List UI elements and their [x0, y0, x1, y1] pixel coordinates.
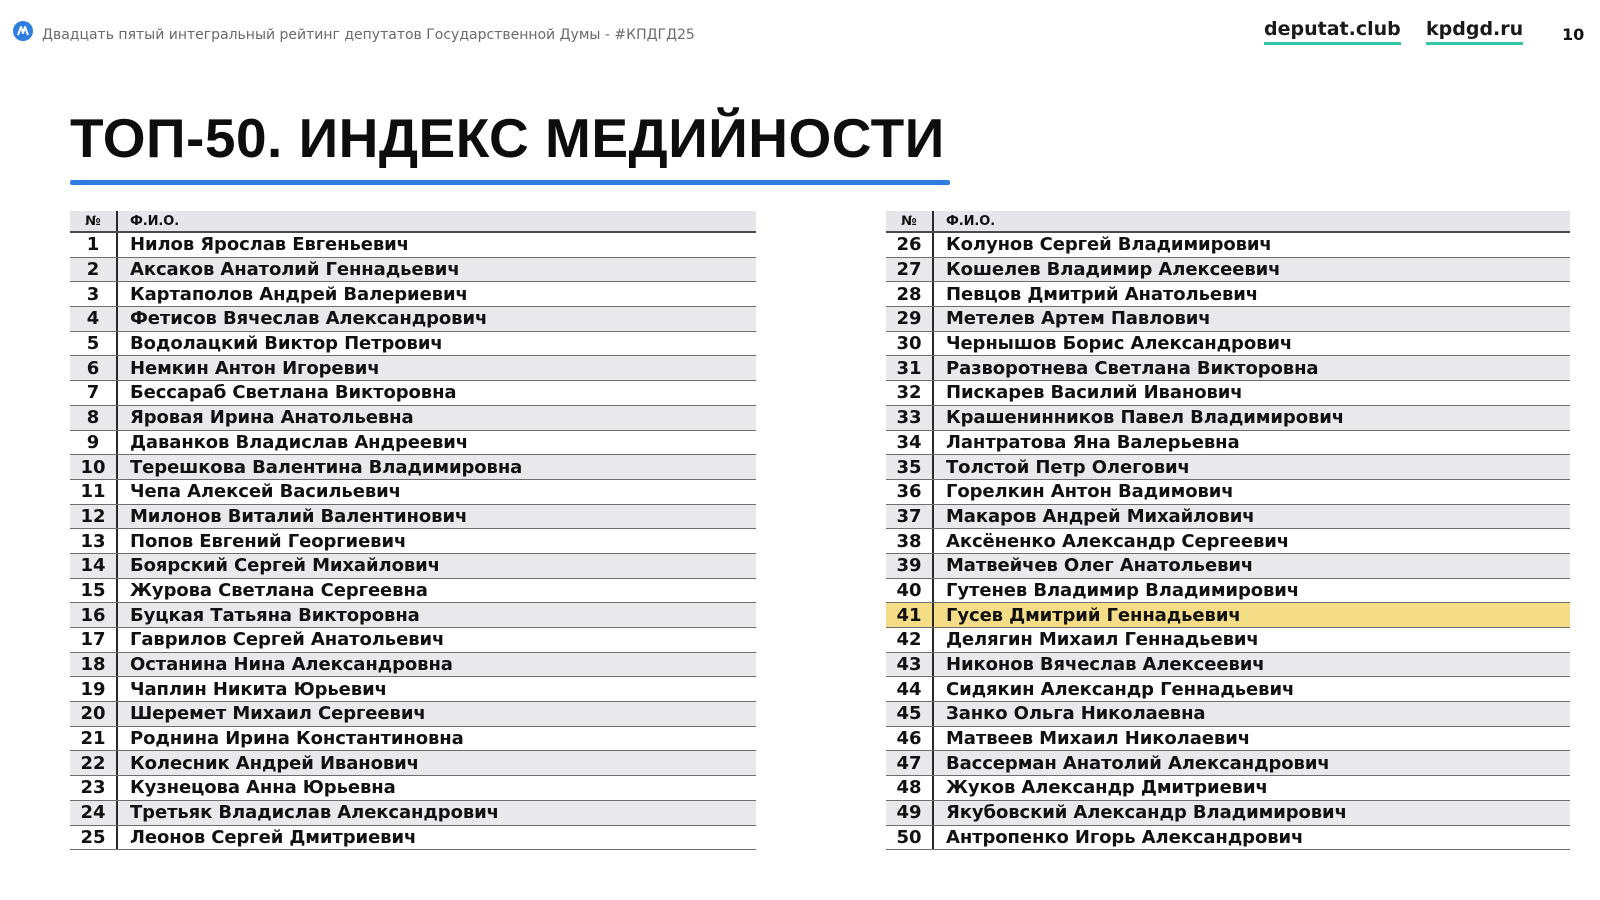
- rank-number: 5: [70, 332, 118, 356]
- rank-number: 10: [70, 455, 118, 479]
- table-row: [70, 776, 756, 801]
- table-row: [70, 307, 756, 332]
- kpdgd-link[interactable]: kpdgd.ru: [1426, 18, 1523, 45]
- deputy-name: Буцкая Татьяна Викторовна: [130, 604, 420, 626]
- rating-logo-icon: [13, 21, 33, 41]
- deputy-name: Жуков Александр Дмитриевич: [946, 777, 1268, 799]
- table-row: [70, 702, 756, 727]
- column-header-name: Ф.И.О.: [946, 213, 996, 229]
- rank-number: 45: [886, 702, 934, 726]
- rank-number: 4: [70, 307, 118, 331]
- deputy-name: Чернышов Борис Александрович: [946, 333, 1293, 355]
- header-caption: Двадцать пятый интегральный рейтинг депутатов Государственной Думы - #КПДГД25: [42, 27, 695, 43]
- table-row: [886, 653, 1570, 678]
- table-row: [70, 751, 756, 776]
- table-row: [886, 455, 1570, 480]
- table-row: [886, 356, 1570, 381]
- deputy-name: Толстой Петр Олегович: [946, 456, 1190, 478]
- table-row: [70, 233, 756, 258]
- rank-number: 26: [886, 233, 934, 257]
- rank-number: 17: [70, 628, 118, 652]
- deputy-name: Боярский Сергей Михайлович: [130, 555, 440, 577]
- rank-number: 46: [886, 727, 934, 751]
- deputy-name: Бессараб Светлана Викторовна: [130, 382, 457, 404]
- table-row: [886, 431, 1570, 456]
- rank-number: 32: [886, 381, 934, 405]
- deputy-name: Водолацкий Виктор Петрович: [130, 333, 443, 355]
- table-row: [886, 677, 1570, 702]
- rank-number: 22: [70, 751, 118, 775]
- ranking-table-right: [886, 211, 1570, 850]
- deputy-name: Фетисов Вячеслав Александрович: [130, 308, 488, 330]
- deputy-name: Даванков Владислав Андреевич: [130, 431, 469, 453]
- rank-number: 37: [886, 505, 934, 529]
- table-row: [70, 727, 756, 752]
- deputy-name: Милонов Виталий Валентинович: [130, 505, 468, 527]
- deputy-name: Чепа Алексей Васильевич: [130, 481, 401, 503]
- deputy-name: Картаполов Андрей Валериевич: [130, 283, 468, 305]
- rank-number: 43: [886, 653, 934, 677]
- table-row: [70, 356, 756, 381]
- column-header-num: №: [886, 211, 934, 231]
- deputy-name: Третьяк Владислав Александрович: [130, 802, 499, 824]
- deputy-name: Гусев Дмитрий Геннадьевич: [946, 604, 1241, 626]
- rank-number: 24: [70, 801, 118, 825]
- rank-number: 6: [70, 356, 118, 380]
- table-row: [886, 554, 1570, 579]
- deputy-name: Терешкова Валентина Владимировна: [130, 456, 523, 478]
- table-row: [70, 480, 756, 505]
- table-header-row: [886, 211, 1570, 233]
- table-row: [886, 381, 1570, 406]
- rank-number: 12: [70, 505, 118, 529]
- rank-number: 30: [886, 332, 934, 356]
- deputy-name: Кошелев Владимир Алексеевич: [946, 259, 1281, 281]
- table-row: [70, 431, 756, 456]
- rank-number: 14: [70, 554, 118, 578]
- title-underline: [70, 180, 950, 185]
- column-header-name: Ф.И.О.: [130, 213, 180, 229]
- rank-number: 16: [70, 603, 118, 627]
- deputy-name: Колунов Сергей Владимирович: [946, 234, 1272, 256]
- rank-number: 36: [886, 480, 934, 504]
- rank-number: 34: [886, 431, 934, 455]
- rank-number: 44: [886, 677, 934, 701]
- rank-number: 49: [886, 801, 934, 825]
- table-row: [70, 332, 756, 357]
- deputy-name: Леонов Сергей Дмитриевич: [130, 826, 417, 848]
- rank-number: 15: [70, 579, 118, 603]
- deputy-name: Гаврилов Сергей Анатольевич: [130, 629, 445, 651]
- rank-number: 1: [70, 233, 118, 257]
- rank-number: 29: [886, 307, 934, 331]
- table-row: [886, 332, 1570, 357]
- deputy-name: Лантратова Яна Валерьевна: [946, 431, 1240, 453]
- deputy-name: Матвейчев Олег Анатольевич: [946, 555, 1254, 577]
- page-title: ТОП-50. ИНДЕКС МЕДИЙНОСТИ: [70, 107, 945, 169]
- table-row: [70, 529, 756, 554]
- table-body-left: [70, 233, 756, 850]
- rank-number: 3: [70, 282, 118, 306]
- deputy-name: Пискарев Василий Иванович: [946, 382, 1243, 404]
- rank-number: 50: [886, 826, 934, 850]
- table-row: [70, 579, 756, 604]
- deputy-name: Горелкин Антон Вадимович: [946, 481, 1234, 503]
- rank-number: 28: [886, 282, 934, 306]
- rank-number: 25: [70, 826, 118, 850]
- deputy-name: Крашенинников Павел Владимирович: [946, 407, 1345, 429]
- rank-number: 27: [886, 258, 934, 282]
- deputy-name: Делягин Михаил Геннадьевич: [946, 629, 1259, 651]
- rank-number: 7: [70, 381, 118, 405]
- table-row: [886, 801, 1570, 826]
- table-row: [70, 505, 756, 530]
- rank-number: 41: [886, 603, 934, 627]
- rank-number: 33: [886, 406, 934, 430]
- page-number: 10: [1562, 25, 1585, 44]
- table-row: [70, 628, 756, 653]
- table-row: [886, 628, 1570, 653]
- table-row: [886, 406, 1570, 431]
- rank-number: 39: [886, 554, 934, 578]
- rank-number: 31: [886, 356, 934, 380]
- table-row: [886, 702, 1570, 727]
- deputy-name: Антропенко Игорь Александрович: [946, 826, 1304, 848]
- table-row: [886, 258, 1570, 283]
- deputy-name: Аксаков Анатолий Геннадьевич: [130, 259, 460, 281]
- rank-number: 42: [886, 628, 934, 652]
- deputy-name: Аксёненко Александр Сергеевич: [946, 530, 1290, 552]
- deputy-name: Макаров Андрей Михайлович: [946, 505, 1255, 527]
- deputy-name: Останина Нина Александровна: [130, 654, 453, 676]
- table-row: [886, 233, 1570, 258]
- rank-number: 2: [70, 258, 118, 282]
- deputy-name: Журова Светлана Сергеевна: [130, 579, 428, 601]
- table-header-row: [70, 211, 756, 233]
- table-row: [70, 801, 756, 826]
- rank-number: 11: [70, 480, 118, 504]
- table-row: [886, 529, 1570, 554]
- deputy-name: Немкин Антон Игоревич: [130, 357, 380, 379]
- deputy-name: Певцов Дмитрий Анатольевич: [946, 283, 1259, 305]
- table-row: [70, 406, 756, 431]
- rank-number: 18: [70, 653, 118, 677]
- table-row: [886, 579, 1570, 604]
- deputy-name: Сидякин Александр Геннадьевич: [946, 678, 1295, 700]
- deputy-name: Роднина Ирина Константиновна: [130, 728, 464, 750]
- deputy-name: Шеремет Михаил Сергеевич: [130, 703, 426, 725]
- table-row: [886, 826, 1570, 851]
- deputy-name: Чаплин Никита Юрьевич: [130, 678, 387, 700]
- table-row: [886, 751, 1570, 776]
- table-body-right: [886, 233, 1570, 850]
- table-row: [70, 826, 756, 851]
- rank-number: 48: [886, 776, 934, 800]
- table-row: [70, 653, 756, 678]
- rank-number: 38: [886, 529, 934, 553]
- deputy-name: Якубовский Александр Владимирович: [946, 802, 1347, 824]
- rank-number: 8: [70, 406, 118, 430]
- rank-number: 13: [70, 529, 118, 553]
- deputy-name: Нилов Ярослав Евгеньевич: [130, 234, 409, 256]
- deputy-name: Разворотнева Светлана Викторовна: [946, 357, 1319, 379]
- rank-number: 40: [886, 579, 934, 603]
- deputat-club-link[interactable]: deputat.club: [1264, 18, 1401, 45]
- column-header-num: №: [70, 211, 118, 231]
- ranking-table-left: [70, 211, 756, 850]
- table-row: [70, 554, 756, 579]
- deputy-name: Колесник Андрей Иванович: [130, 752, 419, 774]
- deputy-name: Яровая Ирина Анатольевна: [130, 407, 414, 429]
- slide-header: [0, 0, 1600, 64]
- rank-number: 20: [70, 702, 118, 726]
- table-row: [886, 603, 1570, 628]
- table-row: [70, 677, 756, 702]
- table-row: [70, 381, 756, 406]
- table-row: [886, 282, 1570, 307]
- table-row: [70, 455, 756, 480]
- table-row: [886, 727, 1570, 752]
- table-row: [886, 776, 1570, 801]
- deputy-name: Гутенев Владимир Владимирович: [946, 579, 1300, 601]
- deputy-name: Никонов Вячеслав Алексеевич: [946, 654, 1265, 676]
- deputy-name: Вассерман Анатолий Александрович: [946, 752, 1330, 774]
- rank-number: 19: [70, 677, 118, 701]
- table-row: [70, 603, 756, 628]
- rank-number: 47: [886, 751, 934, 775]
- deputy-name: Кузнецова Анна Юрьевна: [130, 777, 396, 799]
- table-row: [886, 505, 1570, 530]
- rank-number: 21: [70, 727, 118, 751]
- table-row: [886, 307, 1570, 332]
- deputy-name: Занко Ольга Николаевна: [946, 703, 1206, 725]
- table-row: [70, 282, 756, 307]
- table-row: [70, 258, 756, 283]
- rank-number: 35: [886, 455, 934, 479]
- deputy-name: Попов Евгений Георгиевич: [130, 530, 407, 552]
- rank-number: 9: [70, 431, 118, 455]
- deputy-name: Метелев Артем Павлович: [946, 308, 1211, 330]
- table-row: [886, 480, 1570, 505]
- deputy-name: Матвеев Михаил Николаевич: [946, 728, 1250, 750]
- rank-number: 23: [70, 776, 118, 800]
